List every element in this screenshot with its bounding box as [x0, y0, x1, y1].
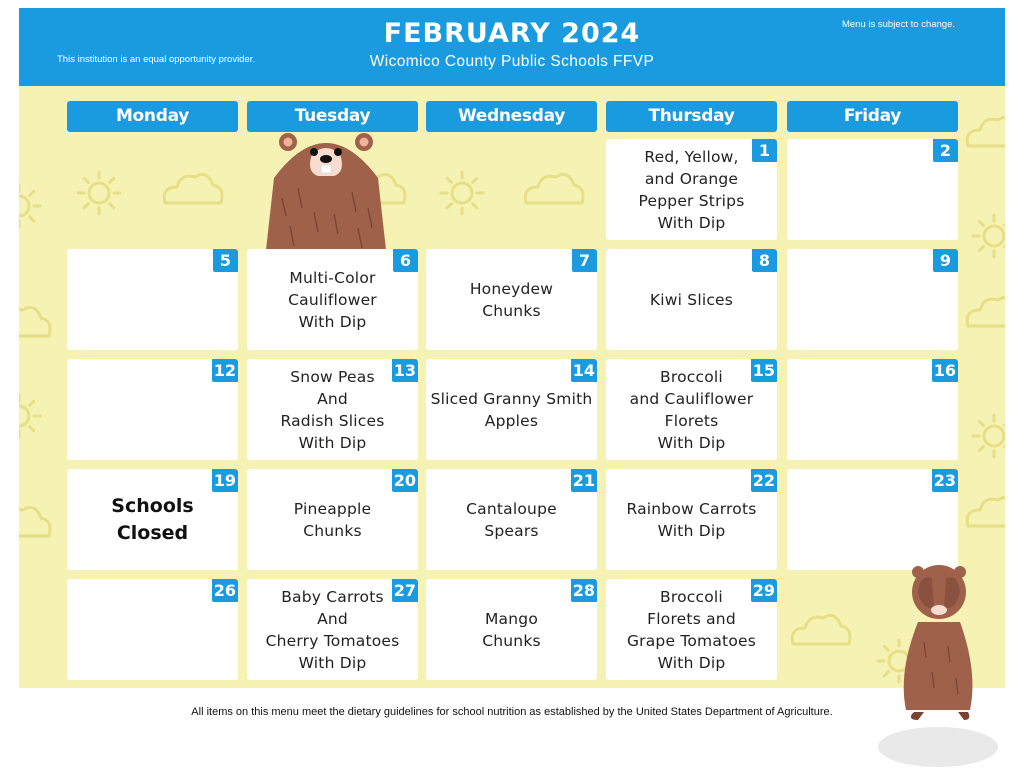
- cloud-icon: [19, 507, 50, 536]
- page-subtitle: Wicomico County Public Schools FFVP: [369, 53, 655, 70]
- date-number: 13: [393, 361, 416, 380]
- menu-item: Broccoli and Cauliflower Florets With Dip: [629, 367, 754, 452]
- sun-icon: [19, 395, 40, 437]
- equal-opportunity-note: This institution is an equal opportunity provider.: [57, 54, 256, 65]
- sun-icon: [78, 172, 120, 214]
- date-number: 5: [213, 249, 238, 272]
- date-number: 1: [752, 139, 777, 162]
- day-header-friday: Friday: [787, 101, 958, 132]
- menu-item: Snow Peas And Radish Slices With Dip: [280, 367, 385, 452]
- calendar-day-cell: [426, 249, 597, 350]
- menu-change-note: Menu is subject to change.: [841, 19, 955, 30]
- calendar-day-cell: [67, 469, 238, 570]
- day-header-wednesday: Wednesday: [426, 101, 597, 132]
- sun-icon: [973, 215, 1005, 257]
- date-number: 22: [752, 471, 775, 490]
- date-number: 19: [213, 471, 236, 490]
- menu-item: Cantaloupe Spears: [466, 499, 557, 540]
- calendar-day-cell: [606, 579, 777, 680]
- menu-item: Pineapple Chunks: [293, 499, 372, 540]
- menu-item: Rainbow Carrots With Dip: [626, 499, 757, 540]
- date-number: 26: [213, 581, 236, 600]
- date-number: 23: [933, 471, 956, 490]
- shy-groundhog-illustration: [828, 562, 998, 770]
- date-number: 16: [933, 361, 956, 380]
- date-number: 6: [393, 249, 418, 272]
- date-number: 12: [213, 361, 236, 380]
- date-number: 20: [393, 471, 416, 490]
- cloud-icon: [967, 497, 1005, 526]
- date-number: 29: [752, 581, 775, 600]
- menu-item: Red, Yellow, and Orange Pepper Strips With Dip: [638, 147, 745, 232]
- calendar-day-cell: [67, 359, 238, 460]
- usda-guidelines-note: All items on this menu meet the dietary guidelines for school nutrition as established by the United States Department of Agriculture.: [191, 706, 833, 718]
- menu-item: Honeydew Chunks: [469, 279, 554, 320]
- date-number: 2: [933, 139, 958, 162]
- calendar-day-cell: [606, 469, 777, 570]
- cloud-icon: [525, 174, 583, 203]
- groundhog-illustration: [262, 128, 390, 250]
- date-number: 8: [752, 249, 777, 272]
- calendar-day-cell: [67, 579, 238, 680]
- calendar-day-cell: [787, 139, 958, 240]
- menu-item: Baby Carrots And Cherry Tomatoes With Dip: [265, 587, 400, 672]
- calendar-day-cell: [67, 249, 238, 350]
- calendar-day-cell: [426, 469, 597, 570]
- sun-icon: [441, 172, 483, 214]
- cloud-icon: [967, 117, 1005, 146]
- cloud-icon: [967, 297, 1005, 326]
- sun-icon: [973, 415, 1005, 457]
- calendar-day-cell: [247, 249, 418, 350]
- calendar-day-cell: [787, 469, 958, 570]
- sun-icon: [19, 185, 40, 227]
- calendar-day-cell: [606, 139, 777, 240]
- calendar-day-cell: [606, 359, 777, 460]
- date-number: 27: [393, 581, 416, 600]
- calendar-day-cell: [426, 359, 597, 460]
- date-number: 14: [572, 361, 595, 380]
- calendar-day-cell: [247, 359, 418, 460]
- date-number: 15: [752, 361, 775, 380]
- menu-item: Broccoli Florets and Grape Tomatoes With Dip: [626, 587, 757, 672]
- calendar-day-cell: [426, 579, 597, 680]
- day-header-monday: Monday: [67, 101, 238, 132]
- calendar-day-cell: [247, 579, 418, 680]
- cloud-icon: [19, 307, 50, 336]
- day-header-tuesday: Tuesday: [247, 101, 418, 132]
- menu-item: Mango Chunks: [482, 609, 541, 650]
- calendar-day-cell: [787, 359, 958, 460]
- day-header-thursday: Thursday: [606, 101, 777, 132]
- date-number: 9: [933, 249, 958, 272]
- cloud-icon: [164, 174, 222, 203]
- date-number: 28: [572, 581, 595, 600]
- menu-item: Sliced Granny Smith Apples: [430, 389, 593, 430]
- menu-item: Multi-Color Cauliflower With Dip: [288, 268, 377, 331]
- date-number: 7: [572, 249, 597, 272]
- header-banner: [19, 8, 1005, 86]
- schools-closed-notice: Schools Closed: [111, 494, 194, 544]
- calendar-day-cell: [247, 469, 418, 570]
- page-title: FEBRUARY 2024: [383, 18, 641, 49]
- menu-item: Kiwi Slices: [649, 290, 734, 309]
- calendar-day-cell: [606, 249, 777, 350]
- calendar-day-cell: [787, 249, 958, 350]
- date-number: 21: [572, 471, 595, 490]
